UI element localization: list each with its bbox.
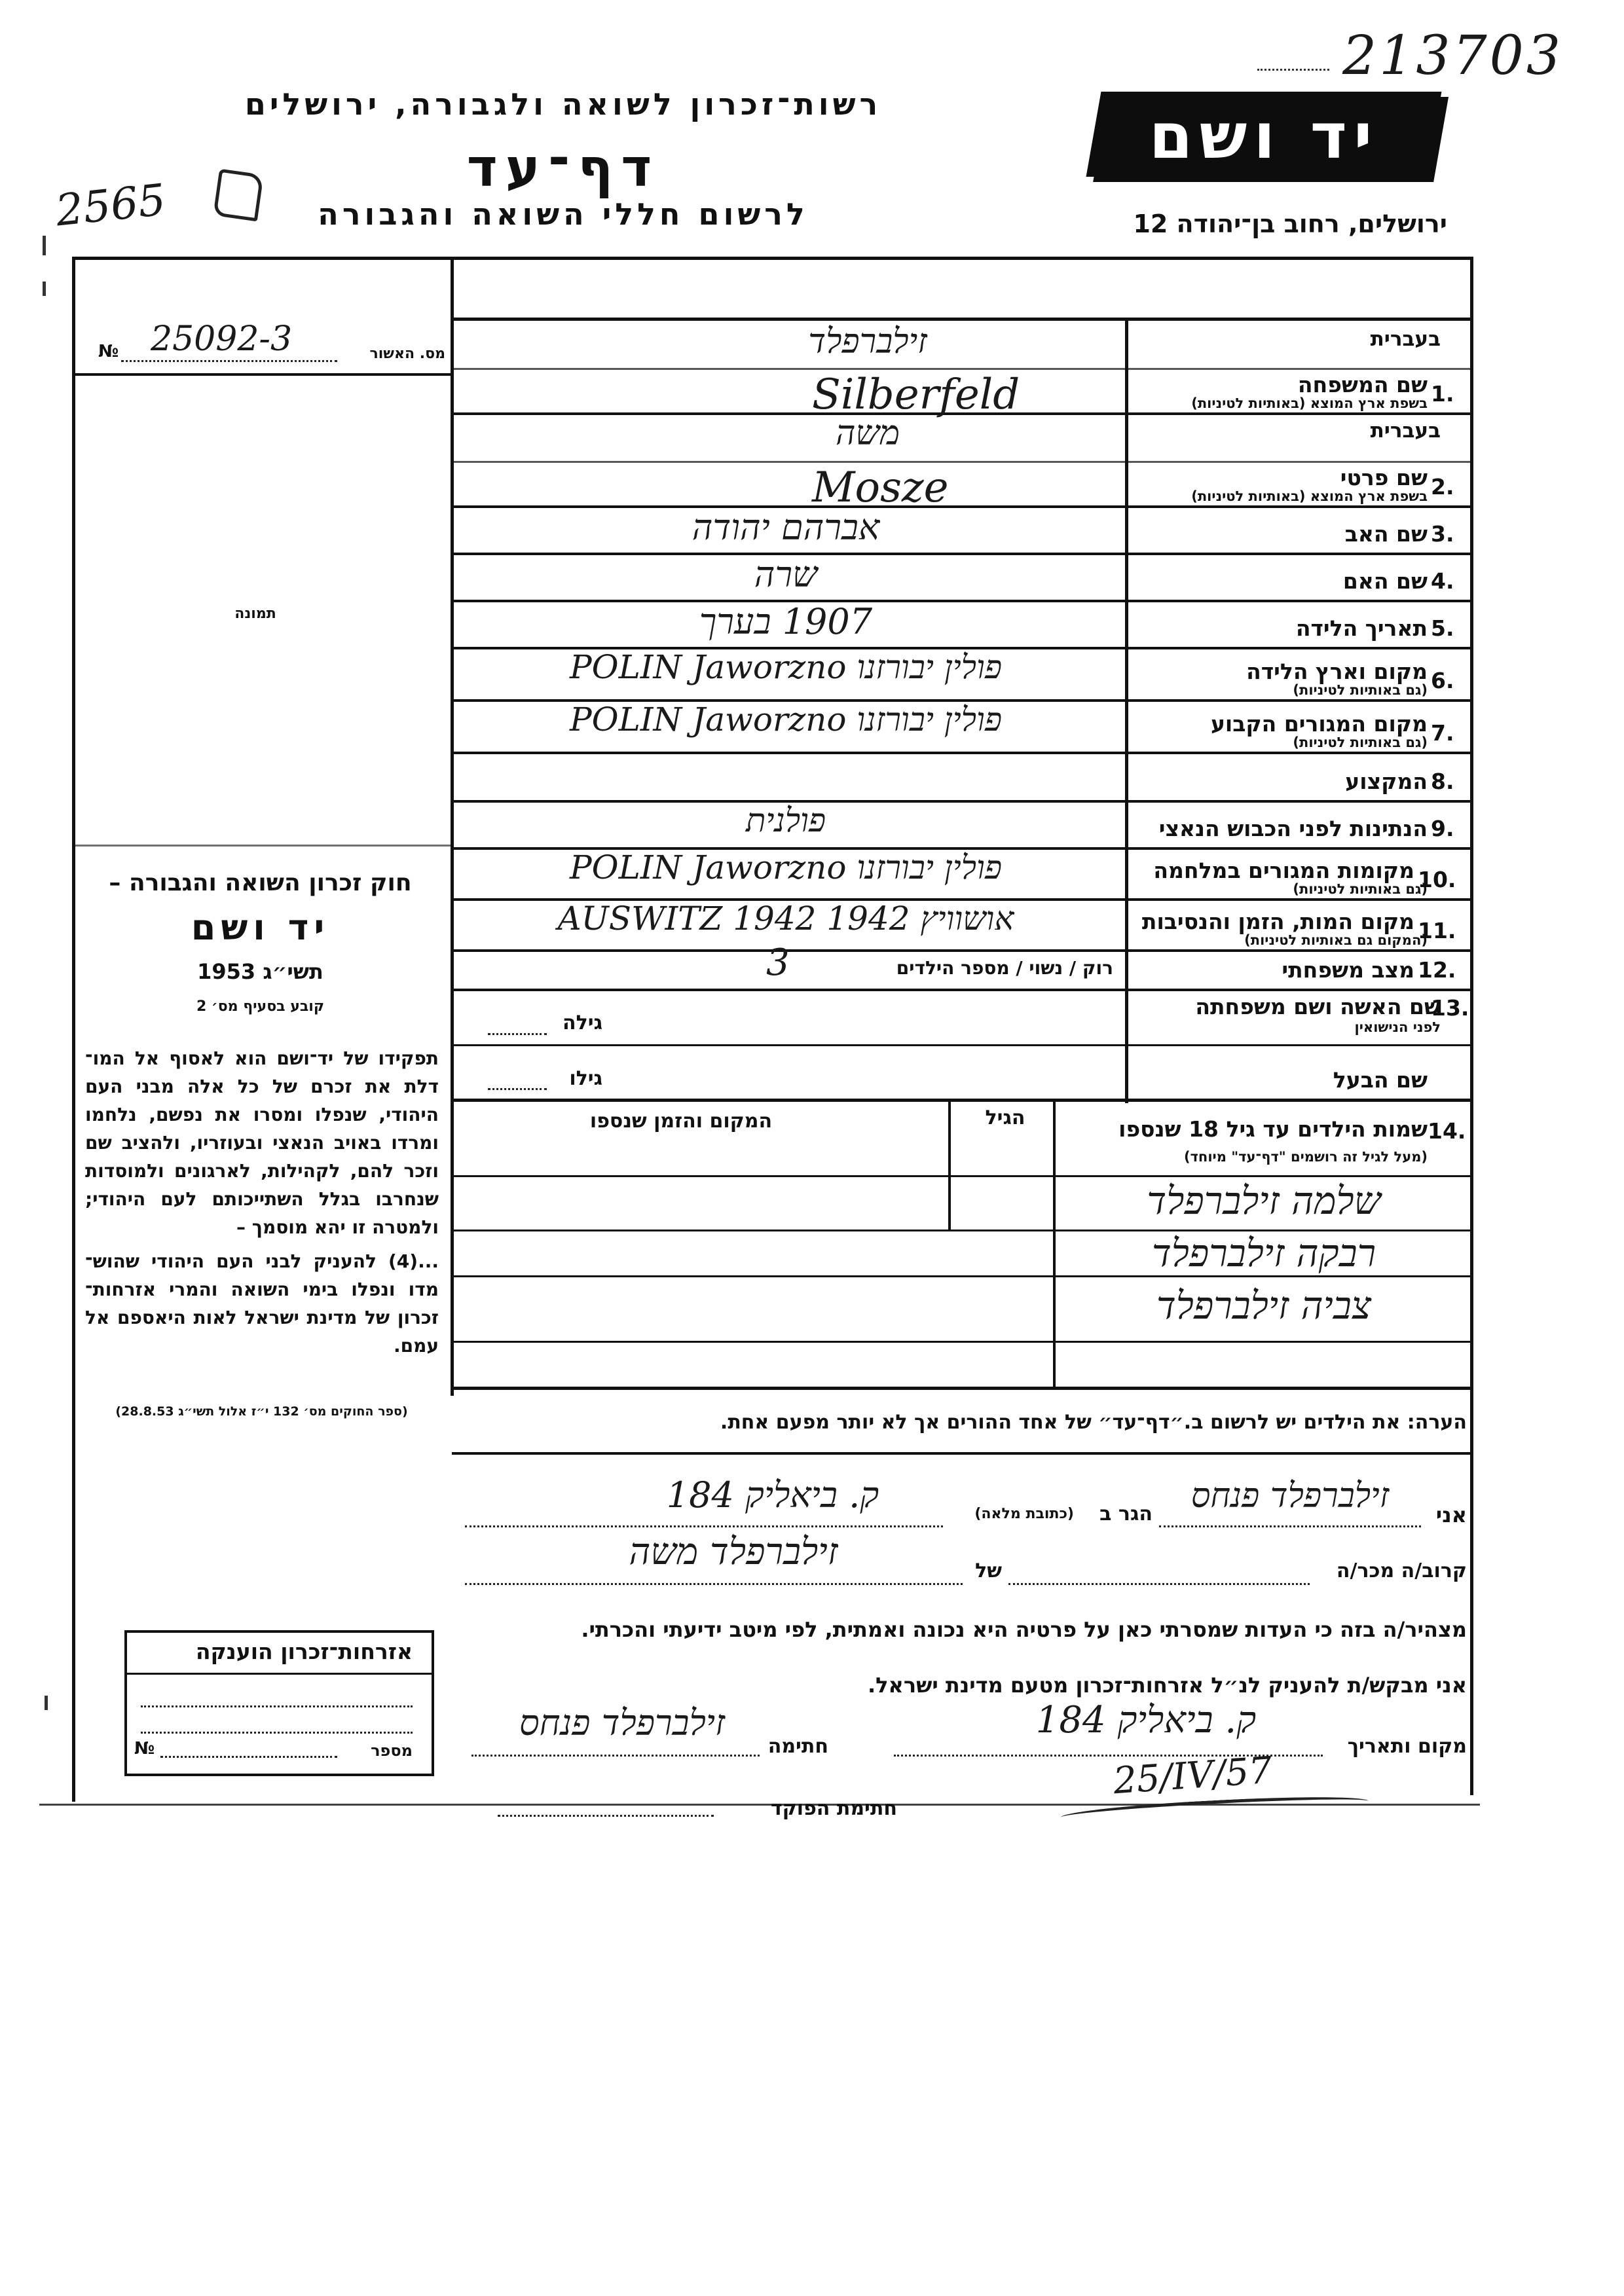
approval-no-sign: № — [98, 342, 119, 361]
children-header-bottom — [452, 1175, 1470, 1177]
law-name: יד ושם — [191, 907, 330, 948]
address-value: ק. ביאליק 184 — [666, 1474, 879, 1516]
margin-scribble — [213, 169, 263, 222]
date-flourish — [1061, 1793, 1369, 1827]
law-title: חוק זכרון השואה והגבורה – — [109, 869, 412, 896]
statement-2: אני מבקש/ת להעניק לנ״ל אזרחות־זכרון מטעם מדינת ישראל. — [868, 1673, 1467, 1698]
row-8-label: המקצוע — [1345, 769, 1428, 794]
row-13-label: שם האשה ושם משפחתה — [1195, 994, 1441, 1019]
signature-label: חתימה — [767, 1735, 828, 1758]
row-13-sub: לפני הנישואין — [1354, 1019, 1441, 1035]
row-10-label: מקומות המגורים במלחמה — [1153, 858, 1414, 883]
citizenship-dots-1 — [141, 1705, 413, 1707]
row-1-num: 1. — [1431, 381, 1454, 407]
address-dots — [465, 1525, 943, 1527]
row-12-label: מצב משפחתי — [1282, 957, 1414, 983]
official-signature-dots — [498, 1815, 714, 1817]
date-value: 25/IV/57 — [1112, 1749, 1274, 1803]
row-12-value: 3 — [766, 941, 790, 984]
relation-of: של — [975, 1559, 1002, 1582]
address-hint: (כתובת מלאה) — [974, 1506, 1074, 1522]
row-2-label: שם פרטי — [1340, 465, 1428, 490]
row-2-sub: בשפת ארץ המוצא (באותיות לטיניות) — [1191, 488, 1428, 504]
row-11-num: 11. — [1418, 918, 1456, 943]
photo-bottom — [72, 845, 452, 847]
husband-label: שם הבעל — [1333, 1067, 1428, 1093]
wife-age-label: גילה — [563, 1011, 602, 1034]
row-2-value-hebrew: משה — [835, 414, 900, 453]
declarant-name: זילברפלד פנחס — [1190, 1476, 1390, 1516]
row-3-value: אברהם יהודה — [692, 507, 880, 548]
row-4-value: שרה — [754, 554, 818, 595]
frame-left — [72, 257, 75, 1802]
children-num: 14. — [1428, 1118, 1466, 1144]
row-4-label: שם האם — [1342, 568, 1428, 594]
approval-label: מס. האשור — [369, 346, 445, 362]
statement-1: מצהיר/ה בזה כי העדות שמסרתי כאן על פרטיה היא נכונה ואמתית, לפי מיטב ידיעתי והכרתי. — [581, 1617, 1467, 1642]
children-row-3 — [452, 1341, 1470, 1343]
row-12-num: 12. — [1418, 957, 1456, 983]
citizenship-title: אזרחות־זכרון הוענקה — [195, 1639, 413, 1664]
place-value: ק. ביאליק 184 — [1035, 1699, 1257, 1741]
row-13-label-block — [1139, 994, 1441, 1035]
logo-text: יד ושם — [1149, 100, 1379, 173]
row-13-divider — [452, 1044, 1470, 1046]
children-col-age-left — [948, 1102, 951, 1230]
row-5-num: 5. — [1431, 615, 1454, 641]
row-6-label: מקום וארץ הלידה — [1246, 659, 1428, 684]
row-1-hebrew-tag: בעברית — [1370, 327, 1441, 351]
row-7-sub: (גם באותיות לטיניות) — [1293, 735, 1428, 750]
row-7-value: פולין יבורזנו POLIN Jaworzno — [569, 701, 1003, 738]
children-col-age-right — [1053, 1102, 1056, 1387]
official-signature-label: חתימת הפוקד — [771, 1797, 897, 1820]
citizenship-no-sign: № — [134, 1739, 155, 1758]
address: ירושלים, רחוב בן־יהודה 12 — [1133, 210, 1447, 238]
row-1-value-latin: Silberfeld — [812, 371, 1020, 419]
declaration-i: אני — [1435, 1503, 1467, 1527]
row-8-num: 8. — [1431, 769, 1454, 794]
authority-heading: רשות־זכרון לשואה ולגבורה, ירושלים — [244, 86, 882, 122]
children-age-header: הגיל — [985, 1106, 1025, 1129]
relation-value: זילברפלד משה — [629, 1531, 838, 1573]
law-citation: (ספר החוקים מס׳ 132 י״ז אלול תשי״ג 28.8.53) — [115, 1404, 408, 1419]
archive-number: 213703 — [1342, 25, 1564, 87]
row-9-num: 9. — [1431, 816, 1454, 841]
row-1-value-hebrew: זילברפלד — [808, 322, 927, 361]
row-6-sub: (גם באותיות לטיניות) — [1293, 682, 1428, 698]
row-11-sub: (המקום גם באותיות לטיניות) — [1244, 932, 1428, 948]
children-bottom — [452, 1387, 1470, 1390]
signature-value: זילברפלד פנחס — [519, 1702, 726, 1743]
margin-dash — [43, 282, 46, 296]
row-6-value: פולין יבורזנו POLIN Jaworzno — [569, 648, 1003, 686]
law-paragraph-1: תפקידו של יד־ושם הוא לאסוף אל המו־ דלת את זכרם של כל אלה מבני העם היהודי, שנפלו ומסרו את נפשם, נלחמו ומרדו באויב הנאצי ובעוזריו, ולהציב שם וזכר להם, לקהילות, לארגונים ולמוסדות שנחרבו בגלל השתייכותם לעם היהודי; ולמטרה זו יהא מוסמך – — [85, 1048, 439, 1238]
approval-dots — [121, 360, 337, 362]
children-label: שמות הילדים עד גיל 18 שנספו — [1118, 1116, 1428, 1142]
row-4-num: 4. — [1431, 568, 1454, 594]
child-name-2: רבקה זילברפלד — [1151, 1231, 1376, 1275]
row-2-num: 2. — [1431, 474, 1454, 500]
photo-label: תמונה — [234, 606, 276, 622]
margin-number: 2565 — [53, 174, 168, 236]
margin-dash — [43, 236, 46, 255]
form-subtitle: לרשום חללי השואה והגבורה — [318, 196, 809, 232]
row-husband-bottom — [452, 1099, 1470, 1102]
form-title: דף־עד — [466, 137, 660, 198]
row-1-label: שם המשפחה — [1297, 372, 1428, 397]
left-column-divider — [451, 257, 454, 1396]
row-12-options: רוק / נשוי / מספר הילדים — [896, 957, 1113, 979]
residing-label: הגר ב — [1099, 1503, 1153, 1525]
law-year: תשי״ג 1953 — [197, 959, 323, 984]
row-6-num: 6. — [1431, 668, 1454, 693]
row-7-num: 7. — [1431, 720, 1454, 746]
note-text: הערה: את הילדים יש לרשום ב.״דף־עד״ של אחד ההורים אך לא יותר מפעם אחת. — [720, 1411, 1467, 1434]
row-2-split — [452, 461, 1470, 463]
citizenship-dots-2 — [141, 1732, 413, 1734]
signature-dots — [471, 1755, 760, 1757]
row-13-num: 13. — [1431, 995, 1469, 1021]
citizenship-title-underline — [124, 1673, 432, 1675]
row-1-sub: בשפת ארץ המוצא (באותיות לטיניות) — [1191, 395, 1428, 411]
husband-age-label: גילו — [569, 1067, 602, 1090]
margin-dash — [45, 1696, 48, 1710]
frame-top — [72, 257, 1473, 260]
relation-label: קרוב/ה מכר/ה — [1336, 1559, 1467, 1582]
row-1-split — [452, 368, 1470, 370]
declarant-name-dots — [1159, 1525, 1421, 1527]
row-11-value: אושוויץ 1942 AUSWITZ 1942 — [557, 900, 1014, 938]
approval-value: 25092-3 — [151, 319, 293, 359]
approval-row-bottom — [72, 373, 452, 376]
children-sub: (מעל לגיל זה רושמים "דף־עד" מיוחד) — [1183, 1149, 1428, 1165]
citizenship-number-label: מספר — [371, 1741, 413, 1760]
row-9-label: הנתינות לפני הכבוש הנאצי — [1158, 816, 1428, 841]
row-2-value-latin: Mosze — [812, 464, 949, 512]
citizenship-number-dots — [160, 1756, 337, 1758]
husband-age-dots — [488, 1088, 547, 1090]
row-3-label: שם האב — [1344, 521, 1428, 547]
row-13-top — [452, 989, 1470, 991]
row-11-bottom — [452, 949, 1470, 952]
frame-right — [1470, 257, 1473, 1795]
children-row-2 — [452, 1275, 1470, 1277]
law-paragraph-2: ...(4) להעניק לבני העם היהודי שהוש־ מדו ונפלו בימי השואה והמרי אזרחות־ זכרון של מדינת ישראל לאות היאספם אל עמם. — [85, 1250, 439, 1357]
row-10-sub: (גם באותיות לטיניות) — [1293, 881, 1428, 897]
row-5-value: 1907 בערך — [699, 601, 873, 642]
labels-column-divider — [1125, 318, 1128, 1103]
row-11-label: מקום המות, הזמן והנסיבות — [1141, 909, 1414, 934]
child-name-1: שלמה זילברפלד — [1147, 1178, 1381, 1223]
row-7-bottom — [452, 752, 1470, 754]
law-clause: קובע בסעיף מס׳ 2 — [196, 998, 325, 1015]
place-date-label: מקום ותאריך — [1347, 1735, 1467, 1758]
row-7-label: מקום המגורים הקבוע — [1210, 711, 1428, 737]
row-10-num: 10. — [1418, 867, 1456, 892]
row-5-label: תאריך הלידה — [1295, 615, 1428, 641]
child-name-3: צביה זילברפלד — [1156, 1283, 1372, 1328]
relation-dots-1 — [1008, 1583, 1310, 1585]
row-2-hebrew-tag: בעברית — [1370, 419, 1441, 443]
row-9-value: פולנית — [745, 801, 826, 839]
wife-age-dots — [488, 1033, 547, 1035]
row-10-value: פולין יבורזנו POLIN Jaworzno — [569, 848, 1003, 886]
note-bottom — [452, 1452, 1470, 1455]
row-3-num: 3. — [1431, 521, 1454, 547]
relation-dots-2 — [465, 1583, 963, 1585]
children-place-header: המקום והזמן שנספו — [589, 1110, 773, 1133]
header-row-bottom — [452, 318, 1470, 321]
archive-number-dots — [1257, 69, 1329, 71]
